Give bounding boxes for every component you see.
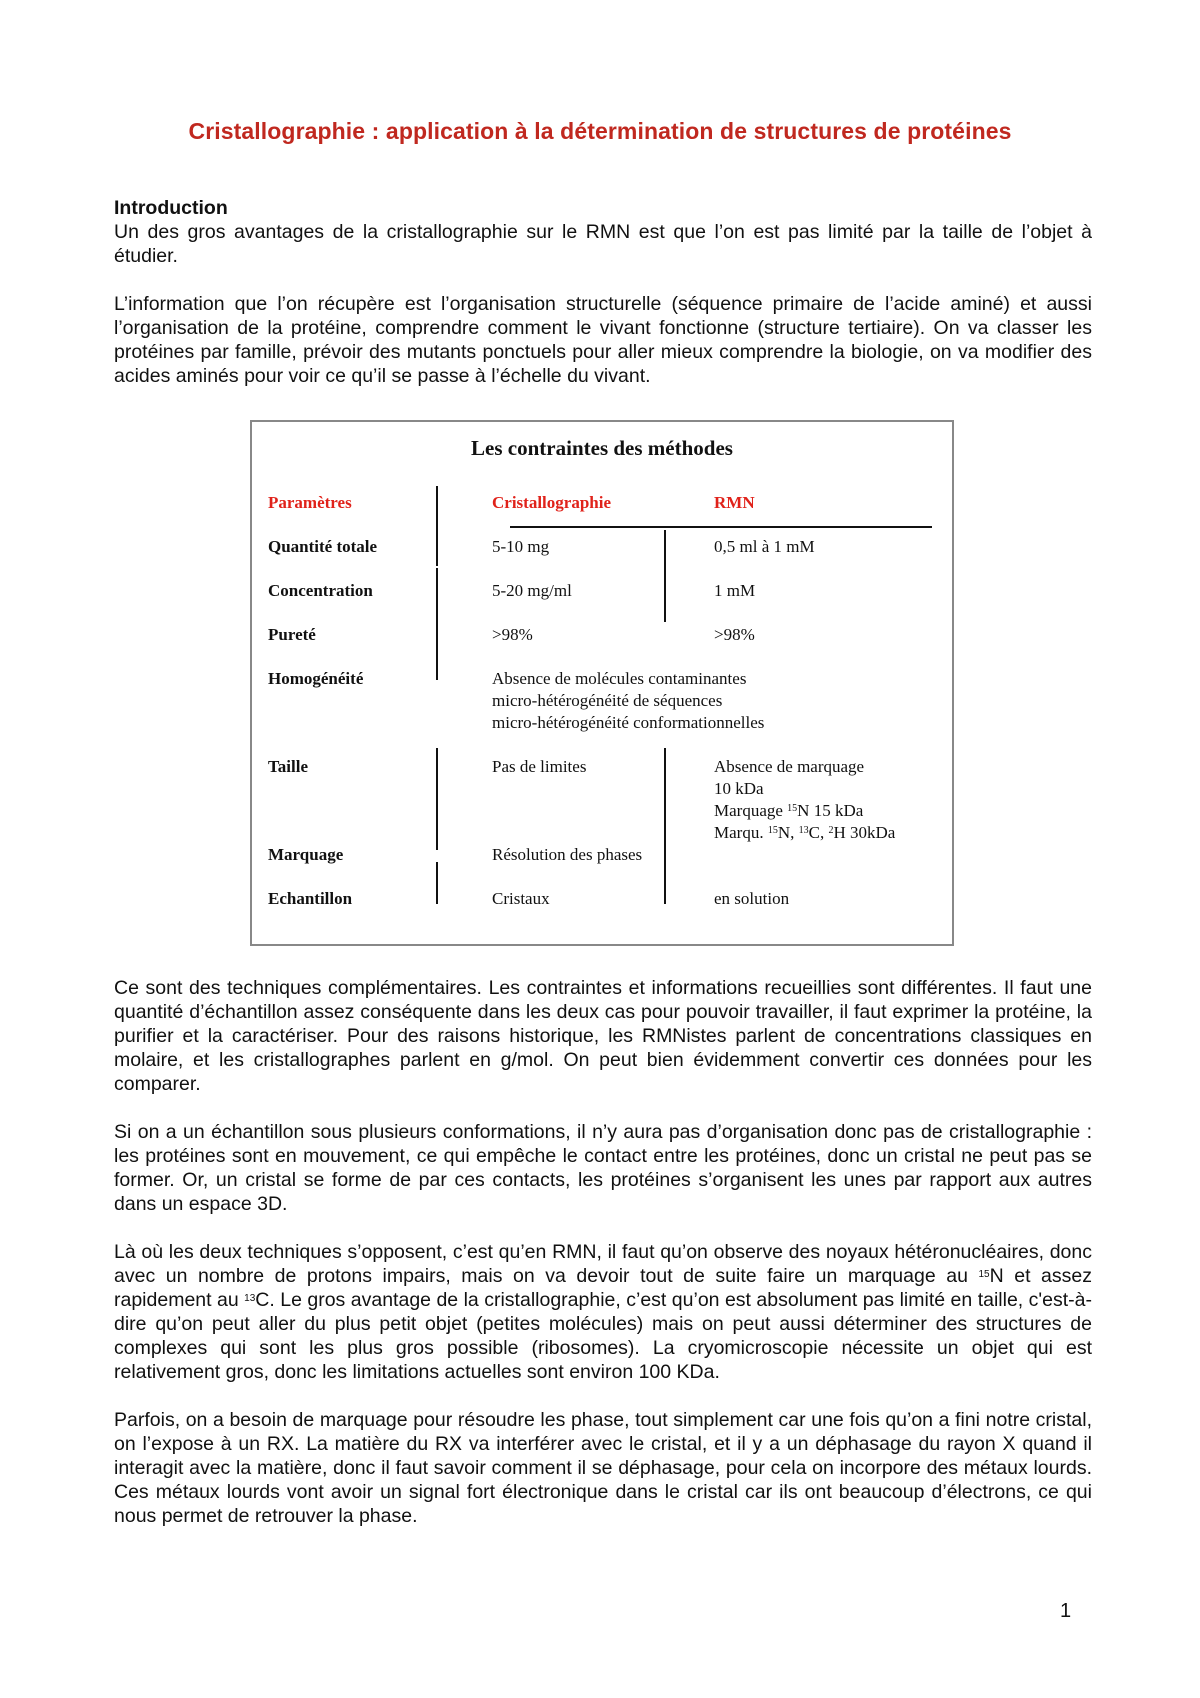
row-label: Marquage xyxy=(268,845,344,864)
row-label: Echantillon xyxy=(268,889,353,908)
table-cell: 5-20 mg/ml xyxy=(492,581,572,600)
table-cell: >98% xyxy=(492,625,533,644)
column-divider xyxy=(436,568,438,680)
paragraph: L’information que l’on récupère est l’organisation structurelle (séquence primaire de l’acide aminé) et aussi l’organisation de la protéine, comprendre comment le vivant fonctionne (structure tertiaire). On va classer les protéines par famille, prévoir des mutants ponctuels pour aller mieux comprendre la biologie, on va modifier des acides aminés pour voir ce qu’il se passe à l’échelle du vivant. xyxy=(114,293,1092,387)
column-divider xyxy=(436,486,438,566)
table-cell: Marquage $^{15}$N 15 kDa xyxy=(714,801,864,820)
table-cell: >98% xyxy=(714,625,755,644)
table-cell: micro-hétérogénéité conformationnelles xyxy=(492,713,765,732)
table-title: Les contraintes des méthodes xyxy=(471,436,733,460)
row-label: Quantité totale xyxy=(268,537,378,556)
table-cell: Pas de limites xyxy=(492,757,587,776)
paragraph: Si on a un échantillon sous plusieurs conformations, il n’y aura pas d’organisation donc pas de cristallographie : les protéines sont en mouvement, ce qui empêche le contact entre les protéines, donc un cristal ne peut pas se former. Or, un cristal se forme de par ces contacts, les protéines s’organisent les unes par rapport aux autres dans un espace 3D. xyxy=(114,1121,1092,1215)
row-label: Pureté xyxy=(268,625,316,644)
row-label: Taille xyxy=(268,757,308,776)
column-divider xyxy=(664,748,666,904)
table-cell: Absence de marquage xyxy=(714,757,865,776)
header-rule xyxy=(510,526,932,528)
body-section xyxy=(114,976,1092,1552)
page-title: Cristallographie : application à la détermination de structures de protéines xyxy=(188,118,1012,144)
introduction-section xyxy=(114,196,1092,388)
section-heading: Introduction xyxy=(114,197,228,219)
page-number: 1 xyxy=(1060,1600,1072,1622)
paragraph: Un des gros avantages de la cristallographie sur le RMN est que l’on est pas limité par la taille de l’objet à étudier. xyxy=(114,221,1092,267)
header-cristallographie: Cristallographie xyxy=(492,493,611,512)
column-divider xyxy=(436,748,438,850)
paragraph: Ce sont des techniques complémentaires. Les contraintes et informations recueillies sont différentes. Il faut une quantité d’échantillon assez conséquente dans les deux cas pour pouvoir travailler, il faut exprimer la protéine, la purifier et la caractériser. Pour des raisons historique, les RMNistes parlent de concentrations classiques en molaire, et les cristallographes parlent en g/mol. On peut bien évidemment convertir ces données pour les comparer. xyxy=(114,977,1092,1095)
table-cell: 1 mM xyxy=(714,581,756,600)
table-cell: 10 kDa xyxy=(714,779,764,798)
table-cell: 5-10 mg xyxy=(492,537,550,556)
table-cell: Cristaux xyxy=(492,889,550,908)
table-cell: Résolution des phases xyxy=(492,845,643,864)
header-rmn: RMN xyxy=(714,493,755,512)
paragraph: Parfois, on a besoin de marquage pour résoudre les phase, tout simplement car une fois qu’on a fini notre cristal, on l’expose à un RX. La matière du RX va interférer avec le cristal, et il y a un déphasage du rayon X quand il interagit avec la matière, donc il faut savoir comment il se déphasage, pour cela on incorpore des métaux lourds. Ces métaux lourds vont avoir un signal fort électronique dans le cristal car ils ont beaucoup d’électrons, ce qui nous permet de retrouver la phase. xyxy=(114,1409,1092,1527)
column-divider xyxy=(664,530,666,622)
table-cell: 0,5 ml à 1 mM xyxy=(714,537,815,556)
table-cell: en solution xyxy=(714,889,790,908)
table-cell: Marqu. $^{15}$N, $^{13}$C, $^2$H 30kDa xyxy=(714,823,896,842)
constraints-table-figure xyxy=(250,420,954,946)
header-parametres: Paramètres xyxy=(268,493,352,512)
row-label: Concentration xyxy=(268,581,373,600)
table-cell: Absence de molécules contaminantes xyxy=(492,669,747,688)
paragraph: Là où les deux techniques s’opposent, c’est qu’en RMN, il faut qu’on observe des noyaux hétéronucléaires, donc avec un nombre de protons impairs, mais on va devoir tout de suite faire un marquage au $^{15}$N et assez rapidement au $^{13}$C. Le gros avantage de la cristallographie, c’est qu’on est absolument pas limité en taille, c'est-à-dire qu’on peut aller du plus petit objet (petites molécules) mais on peut aussi déterminer des structures de complexes qui sont les plus gros possible (ribosomes). La cryomicroscopie nécessite un objet qui est relativement gros, donc les limitations actuelles sont environ 100 KDa. xyxy=(114,1241,1092,1383)
column-divider xyxy=(436,862,438,904)
table-cell: micro-hétérogénéité de séquences xyxy=(492,691,723,710)
row-label: Homogénéité xyxy=(268,669,364,688)
